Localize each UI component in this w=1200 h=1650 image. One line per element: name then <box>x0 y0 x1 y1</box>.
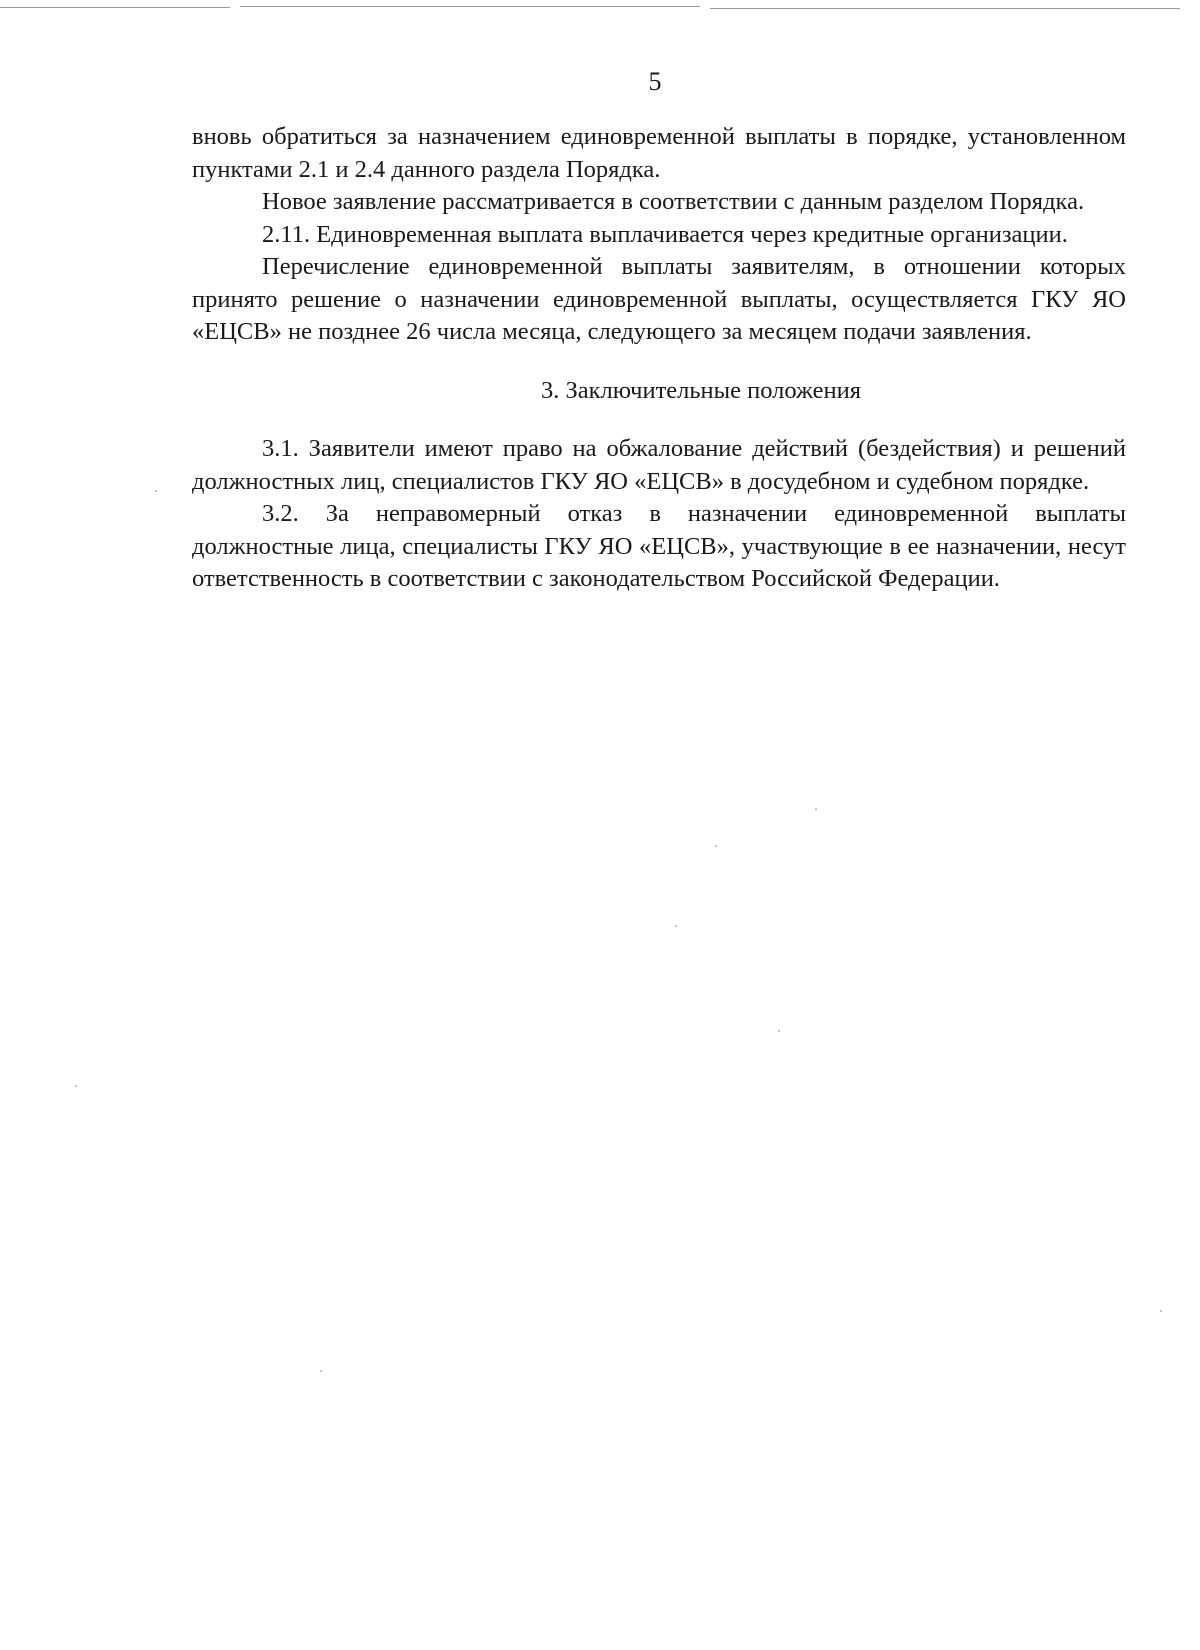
paragraph-new-application: Новое заявление рассматривается в соответствии с данным разделом Порядка. <box>262 188 1085 215</box>
paragraph-continuation: вновь обратиться за назначением единовременной выплаты в порядке, установленном пунктами 2.1 и 2.4 данного раздела Порядка. <box>192 123 1126 183</box>
paragraph-2-11: 2.11. Единовременная выплата выплачивается через кредитные организации. <box>262 220 1068 248</box>
scan-speck <box>320 1370 322 1372</box>
scan-speck <box>1160 1310 1162 1312</box>
scan-speck <box>155 490 157 492</box>
scan-edge-line-mid <box>240 6 700 7</box>
scan-speck <box>75 1085 77 1087</box>
section-heading-final-provisions: 3. Заключительные положения <box>540 376 861 404</box>
paragraph-3-1: 3.1. Заявители имеют право на обжалование действий (бездействия) и решений должностных лиц, специалистов ГКУ ЯО «ЕЦСВ» в досудебном и судебном порядке. <box>192 435 1126 495</box>
scan-edge-line-left <box>0 7 230 8</box>
paragraph-transfer: Перечисление единовременной выплаты заявителям, в отношении которых принято решение о назначении единовременной выплаты, осуществляется ГКУ ЯО «ЕЦСВ» не позднее 26 числа месяца, следующего за месяцем подачи заявления. <box>192 253 1126 345</box>
scan-speck <box>715 845 717 847</box>
page-number: 5 <box>648 67 662 96</box>
scan-speck <box>815 808 817 810</box>
scan-speck <box>778 1030 780 1032</box>
scan-speck <box>675 925 677 927</box>
document-body <box>192 121 1126 596</box>
paragraph-3-2: 3.2. За неправомерный отказ в назначении единовременной выплаты должностные лица, специалисты ГКУ ЯО «ЕЦСВ», участвующие в ее назначении, несут ответственность в соответствии с законодательством Российской Федерации. <box>192 500 1126 592</box>
scan-edge-line-right <box>710 8 1180 9</box>
